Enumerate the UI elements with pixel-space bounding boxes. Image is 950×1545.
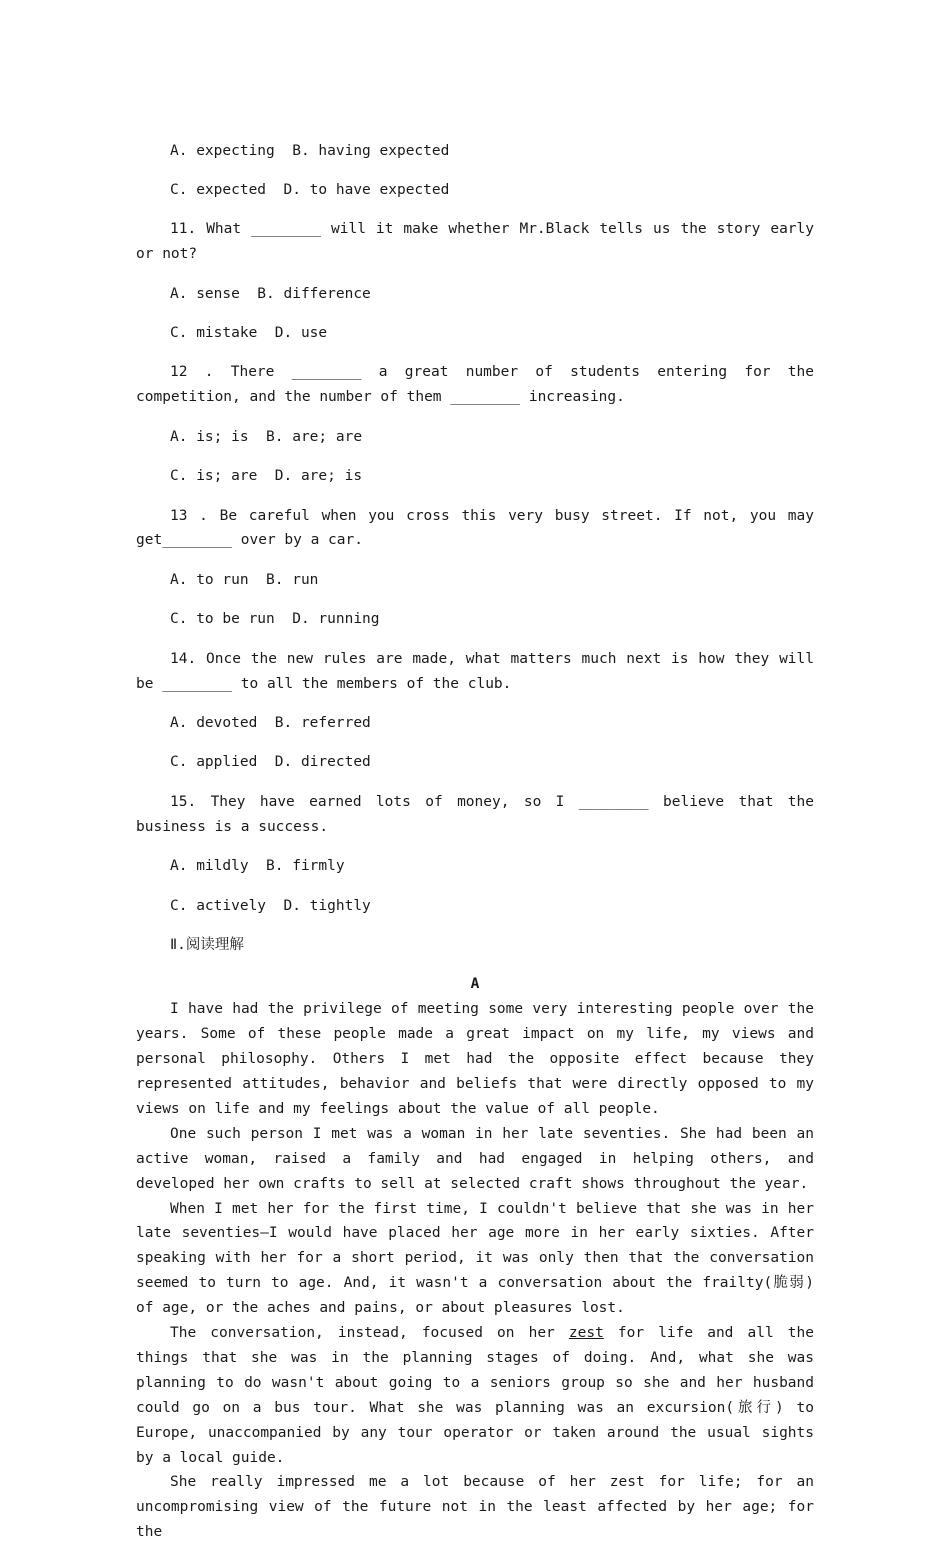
q10-option-line-1: A. expecting B. having expected: [170, 142, 450, 159]
passage-paragraph-2: One such person I met was a woman in her late seventies. She had been an active woman, raised a family and had engaged in helping others, and developed her own crafts to sell at selected craft shows throughout the year.: [136, 1125, 814, 1192]
passage-paragraph-4-start: The conversation, instead, focused on her: [170, 1325, 569, 1342]
q11-option-line-1: A. sense B. difference: [170, 285, 371, 302]
section-heading: Ⅱ.阅读理解: [170, 936, 244, 953]
q15-option-line-1: A. mildly B. firmly: [170, 858, 345, 875]
q12-stem: 12 . There ________ a great number of students entering for the competition, and the number of them ________ increasing.: [136, 364, 814, 406]
underlined-word-zest: zest: [568, 1325, 604, 1342]
passage-label: A: [470, 976, 480, 993]
q12-option-line-2: C. is; are D. are; is: [170, 468, 363, 485]
q15-stem: 15. They have earned lots of money, so I ________ believe that the business is a success.: [136, 793, 814, 835]
q11-stem: 11. What ________ will it make whether Mr.Black tells us the story early or not?: [136, 221, 814, 263]
q14-option-line-2: C. applied D. directed: [170, 754, 371, 771]
q14-stem: 14. Once the new rules are made, what matters much next is how they will be ________ to all the members of the club.: [136, 650, 814, 692]
q11-option-line-2: C. mistake D. use: [170, 325, 328, 342]
document-page: [136, 124, 814, 1545]
q15-option-line-2: C. actively D. tightly: [170, 897, 371, 914]
passage-paragraph-1: I have had the privilege of meeting some very interesting people over the years. Some of these people made a great impact on my life, my views and personal philosophy. Others I met had the opposite effect because they represented attitudes, behavior and beliefs that were directly opposed to my views on life and my feelings about the value of all people.: [136, 1001, 814, 1117]
passage-paragraph-4: [136, 1321, 814, 1470]
q14-option-line-1: A. devoted B. referred: [170, 715, 371, 731]
q13-stem: 13 . Be careful when you cross this very busy street. If not, you may get________ over by a car.: [136, 507, 814, 549]
q13-option-line-2: C. to be run D. running: [170, 611, 380, 628]
passage-paragraph-5: She really impressed me a lot because of her zest for life; for an uncompromising view of the future not in the least affected by her age; for the: [136, 1474, 814, 1541]
passage-paragraph-4-end: for life and all the things that she was in the planning stages of doing. And, what she was planning to do wasn't about going to a seniors group so she and her husband could go on a bus tour. What she was planning was an excursion(旅行) to Europe, unaccompanied by any tour operator or taken around the usual sights by a local guide.: [136, 1325, 814, 1466]
q12-option-line-1: A. is; is B. are; are: [170, 428, 363, 445]
q13-option-line-1: A. to run B. run: [170, 571, 319, 588]
q10-option-line-2: C. expected D. to have expected: [170, 181, 450, 198]
passage-paragraph-3: When I met her for the first time, I couldn't believe that she was in her late seventies—I would have placed her age more in her early sixties. After speaking with her for a short period, it was only then that the conversation seemed to turn to age. And, it wasn't a conversation about the frailty(脆弱) of age, or the aches and pains, or about pleasures lost.: [136, 1200, 814, 1317]
